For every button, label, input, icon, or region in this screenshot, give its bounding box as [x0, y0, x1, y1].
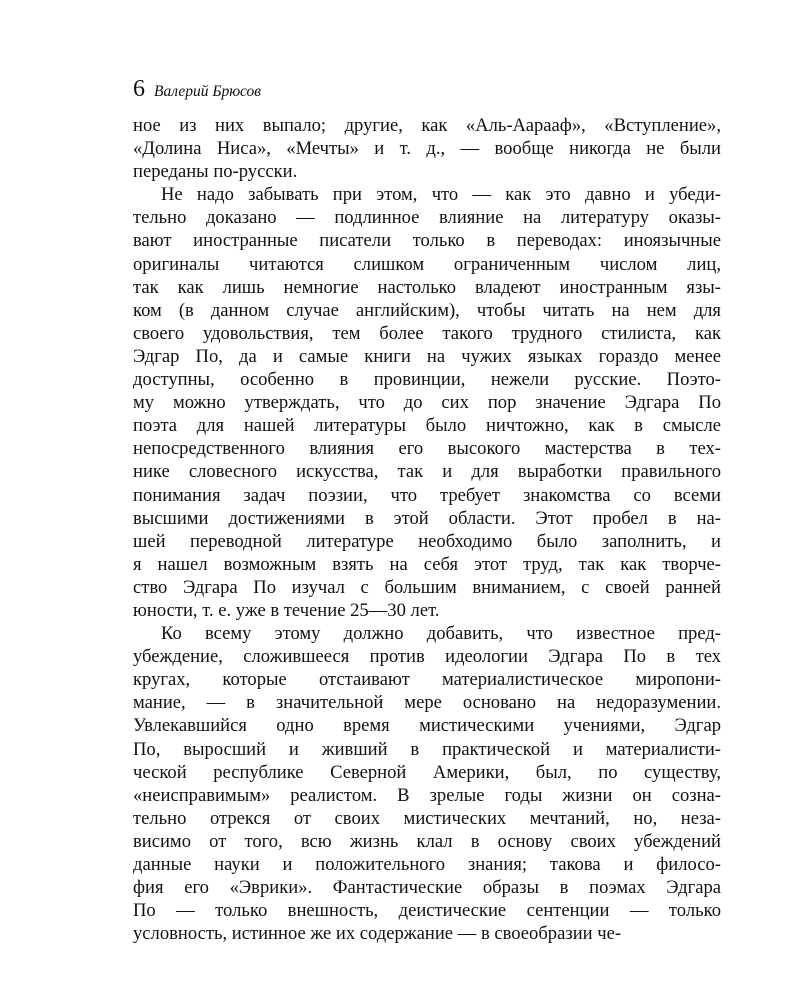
text-line: переданы по-русски.	[133, 161, 298, 183]
paragraph	[133, 114, 721, 183]
text-line: фия его «Эврики». Фантастические образы в поэмах Эдгара	[133, 877, 721, 899]
text-line: условность, истинное же их содержание — в своеобразии че-	[133, 923, 622, 945]
text-line: убеждение, сложившееся против идеологии Эдгара По в тех	[133, 646, 721, 668]
text-line: висимо от того, всю жизнь клал в основу своих убеждений	[133, 830, 721, 852]
text-line: юности, т. е. уже в течение 25—30 лет.	[133, 599, 440, 621]
page-number: 6	[133, 76, 145, 102]
text-line: высшими достижениями в этой области. Этот пробел в на-	[133, 507, 721, 529]
text-line: оригиналы читаются слишком ограниченным числом лиц,	[133, 253, 721, 275]
text-line: доступны, особенно в провинции, нежели русские. Поэто-	[133, 369, 721, 391]
running-head	[133, 74, 261, 104]
text-line: данные науки и положительного знания; такова и филосо-	[133, 854, 721, 875]
text-line: тельно отрекся от своих мистических мечтаний, но, неза-	[133, 807, 721, 829]
text-line: му можно утверждать, что до сих пор значение Эдгара По	[133, 392, 721, 414]
text-line: Увлекавшийся одно время мистическими учениями, Эдгар	[133, 715, 721, 737]
text-line: ком (в данном случае английским), чтобы читать на нем для	[133, 299, 721, 321]
text-line: вают иностранные писатели только в переводах: иноязычные	[133, 230, 721, 252]
text-line: понимания задач поэзии, что требует знакомства со всеми	[133, 484, 721, 506]
body-text	[133, 114, 721, 945]
text-line: ческой республике Северной Америки, был, по существу,	[133, 761, 721, 783]
running-head-author: Валерий Брюсов	[154, 83, 261, 100]
paragraph	[133, 622, 721, 945]
text-line: я нашел возможным взять на себя этот труд, так как творче-	[133, 553, 721, 575]
text-line: поэта для нашей литературы было ничтожно, как в смысле	[133, 415, 721, 437]
text-line: По, выросший и живший в практической и материалисти-	[133, 738, 721, 760]
text-line: Эдгар По, да и самые книги на чужих языках гораздо менее	[133, 345, 721, 367]
text-line: «неисправимым» реалистом. В зрелые годы жизни он созна-	[133, 784, 721, 806]
text-line: непосредственного влияния его высокого мастерства в тех-	[133, 438, 721, 460]
text-line: ное из них выпало; другие, как «Аль-Аарааф», «Вступление»,	[133, 115, 721, 136]
text-line: нике словесного искусства, так и для выработки правильного	[133, 461, 721, 483]
text-line: По — только внешность, деистические сентенции — только	[133, 900, 721, 922]
text-line: своего удовольствия, тем более такого трудного стилиста, как	[133, 322, 721, 344]
text-line: кругах, которые отстаивают материалистическое миропони-	[133, 669, 721, 691]
text-line: ство Эдгара По изучал с большим вниманием, с своей ранней	[133, 576, 721, 598]
text-line: мание, — в значительной мере основано на недоразумении.	[133, 692, 721, 714]
paragraph	[133, 183, 721, 622]
text-line: тельно доказано — подлинное влияние на литературу оказы-	[133, 207, 721, 229]
text-line: «Долина Ниса», «Мечты» и т. д., — вообще никогда не были	[133, 138, 721, 160]
text-line: так как лишь немногие настолько владеют иностранным язы-	[133, 276, 721, 298]
text-line: шей переводной литературе необходимо было заполнить, и	[133, 530, 721, 552]
text-line: Ко всему этому должно добавить, что известное пред-	[161, 623, 721, 645]
text-line: Не надо забывать при этом, что — как это давно и убеди-	[161, 184, 721, 206]
